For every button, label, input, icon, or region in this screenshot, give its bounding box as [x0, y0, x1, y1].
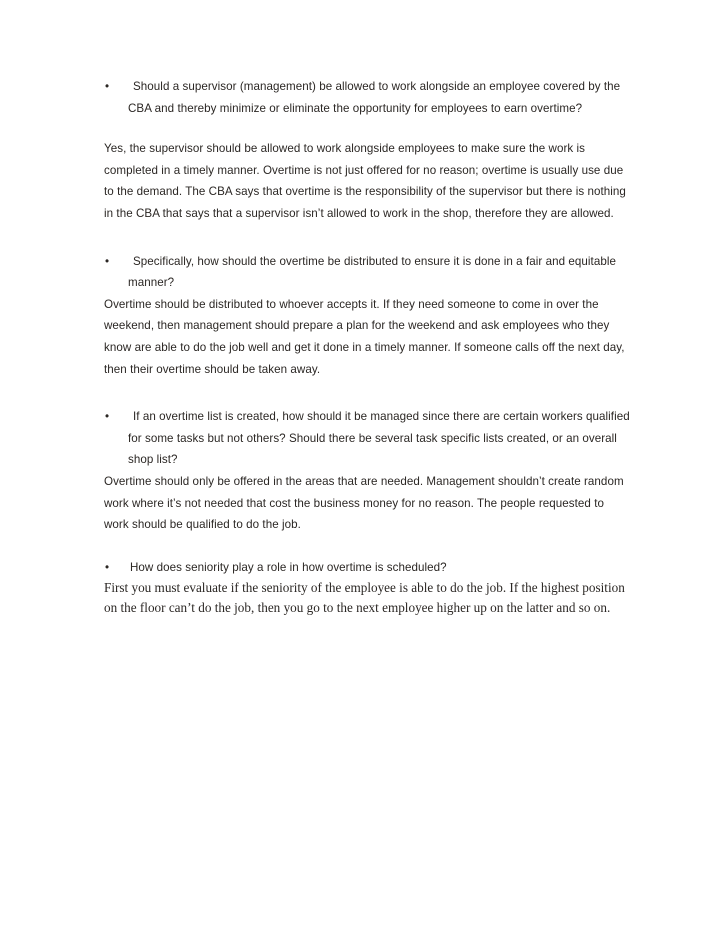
- spacer: [104, 380, 630, 406]
- question-text-3: If an overtime list is created, how should it be managed since there are certain workers qualified for some tasks but not others? Should there be several task specific lists created, or an overall shop list?: [128, 410, 630, 467]
- answer-paragraph-1: Yes, the supervisor should be allowed to work alongside employees to make sure the work is completed in a timely manner. Overtime is not just offered for no reason; overtime is usually use due to the demand. The CBA says that overtime is the responsibility of the supervisor but there is nothing in the CBA that says that a supervisor isn’t allowed to work in the shop, therefore they are allowed.: [104, 142, 626, 220]
- answer-paragraph-4: First you must evaluate if the seniority of the employee is able to do the job. If the highest position on the floor can’t do the job, then you go to the next employee higher up on the latter and so on.: [104, 580, 625, 615]
- bullet-icon: •: [105, 410, 110, 424]
- question-item-4: [104, 557, 630, 579]
- bullet-icon: •: [105, 80, 110, 93]
- question-text-1: Should a supervisor (management) be allowed to work alongside an employee covered by the CBA and thereby minimize or eliminate the opportunity for employees to earn overtime?: [128, 80, 621, 115]
- answer-paragraph-2: Overtime should be distributed to whoever accepts it. If they need someone to come in over the weekend, then management should prepare a plan for the weekend and ask employees who they know are able to do the job well and get it done in a timely manner. If someone calls off the next day, then their overtime should be taken away.: [104, 297, 625, 376]
- question-item-2: [104, 251, 630, 294]
- question-item-3: [104, 406, 630, 471]
- bullet-icon: •: [105, 254, 110, 268]
- question-text-4: How does seniority play a role in how overtime is scheduled?: [130, 560, 447, 574]
- bullet-icon: •: [105, 560, 110, 574]
- spacer: [104, 119, 630, 138]
- document-body: [104, 76, 630, 617]
- spacer: [104, 536, 630, 557]
- answer-paragraph-3: Overtime should only be offered in the areas that are needed. Management shouldn’t create random work where it’s not needed that cost the business money for no reason. The people requested to work should be qualified to do the job.: [104, 474, 624, 532]
- question-item-1: [104, 76, 630, 119]
- question-text-2: Specifically, how should the overtime be distributed to ensure it is done in a fair and equitable manner?: [128, 254, 616, 290]
- spacer: [104, 225, 630, 251]
